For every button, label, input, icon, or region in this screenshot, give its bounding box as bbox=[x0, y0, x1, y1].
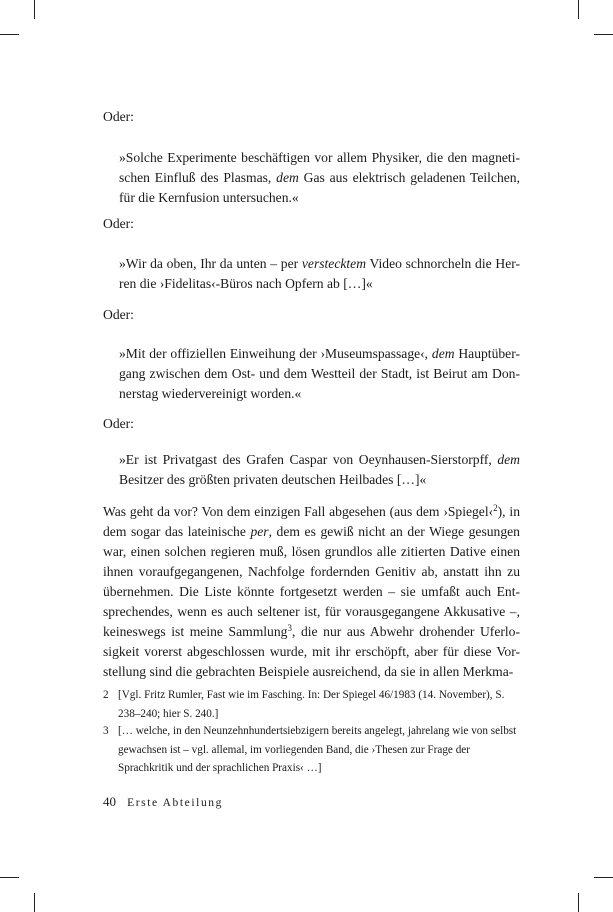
page-number: 40 bbox=[103, 794, 116, 809]
crop-mark bbox=[594, 877, 613, 878]
oder-label: Oder: bbox=[103, 216, 134, 231]
footnote-text: [… welche, in den Neunzehnhundertsiebzigern bereits angelegt, jahrelang wie von selbst gewachsen ist – vgl. allemal, im vorliegenden Band, die ›Thesen zur Frage der Sprachkritik und der sprachlichen Praxis‹ …] bbox=[118, 725, 517, 774]
quote-2: »Wir da oben, Ihr da unten – per verstecktem Video schnorcheln die Her-ren die ›Fidelitas‹-Büros nach Opfern ab […]« bbox=[119, 256, 521, 291]
footnote-3 bbox=[103, 722, 520, 778]
oder-label: Oder: bbox=[103, 416, 134, 431]
crop-mark bbox=[34, 0, 35, 19]
crop-mark bbox=[594, 34, 613, 35]
footnote-ref-2: 2 bbox=[493, 503, 498, 513]
crop-mark bbox=[0, 877, 19, 878]
footnote-ref-3: 3 bbox=[287, 623, 292, 633]
crop-mark bbox=[34, 893, 35, 912]
body-paragraph: Was geht da vor? Von dem einzigen Fall abgesehen (aus dem ›Spiegel‹$^2$), in dem sogar das lateinische per, dem es gewiß nicht an der Wiege gesungen war, einen solchen regieren muß, lösen grundlos alle zitierten Dative einen ihnen voraufgegangenen, Nachfolge fordernden Genitiv ab, anstatt ihn zu übernehmen. Die Liste könnte fortgesetzt werden – sie umfaßt auch Ent-sprechendes, wenn es auch seltener ist, für vorausgegangene Akkusative –, keineswegs ist meine Sammlung$^3$, die nur aus Abwehr drohender Uferlo-sigkeit vorerst abgeschlossen wurde, mit ihr erschöpft, aber für diese Vor-stellung sind die gebrachten Beispiele ausreichend, da sie in allen Merkma- bbox=[103, 503, 520, 679]
crop-mark bbox=[578, 0, 579, 19]
footnote-2 bbox=[103, 686, 520, 723]
quote-4: »Er ist Privatgast des Grafen Caspar von Oeynhausen-Sierstorpff, dem Besitzer des größten privaten deutschen Heilbades […]« bbox=[119, 452, 520, 487]
page-footer bbox=[103, 794, 223, 811]
oder-label: Oder: bbox=[103, 307, 134, 322]
crop-mark bbox=[578, 893, 579, 912]
crop-mark bbox=[0, 34, 19, 35]
footnote-text: [Vgl. Fritz Rumler, Fast wie im Fasching. In: Der Spiegel 46/1983 (14. November), S. 238–240; hier S. 240.] bbox=[118, 689, 505, 720]
quote-1: »Solche Experimente beschäftigen vor allem Physiker, die den magneti-schen Einfluß des Plasmas, dem Gas aus elektrisch geladenen Teilchen, für die Kernfusion untersuchen.« bbox=[119, 150, 520, 205]
oder-label: Oder: bbox=[103, 109, 134, 124]
footnote-number: 3 bbox=[103, 725, 109, 737]
footnote-number: 2 bbox=[103, 689, 109, 701]
running-head: Erste Abteilung bbox=[127, 797, 223, 809]
quote-3: »Mit der offiziellen Einweihung der ›Museumspassage‹, dem Hauptüber-gang zwischen dem Ost- und dem Westteil der Stadt, ist Beirut am Don-nerstag wiedervereinigt worden.« bbox=[119, 346, 520, 401]
